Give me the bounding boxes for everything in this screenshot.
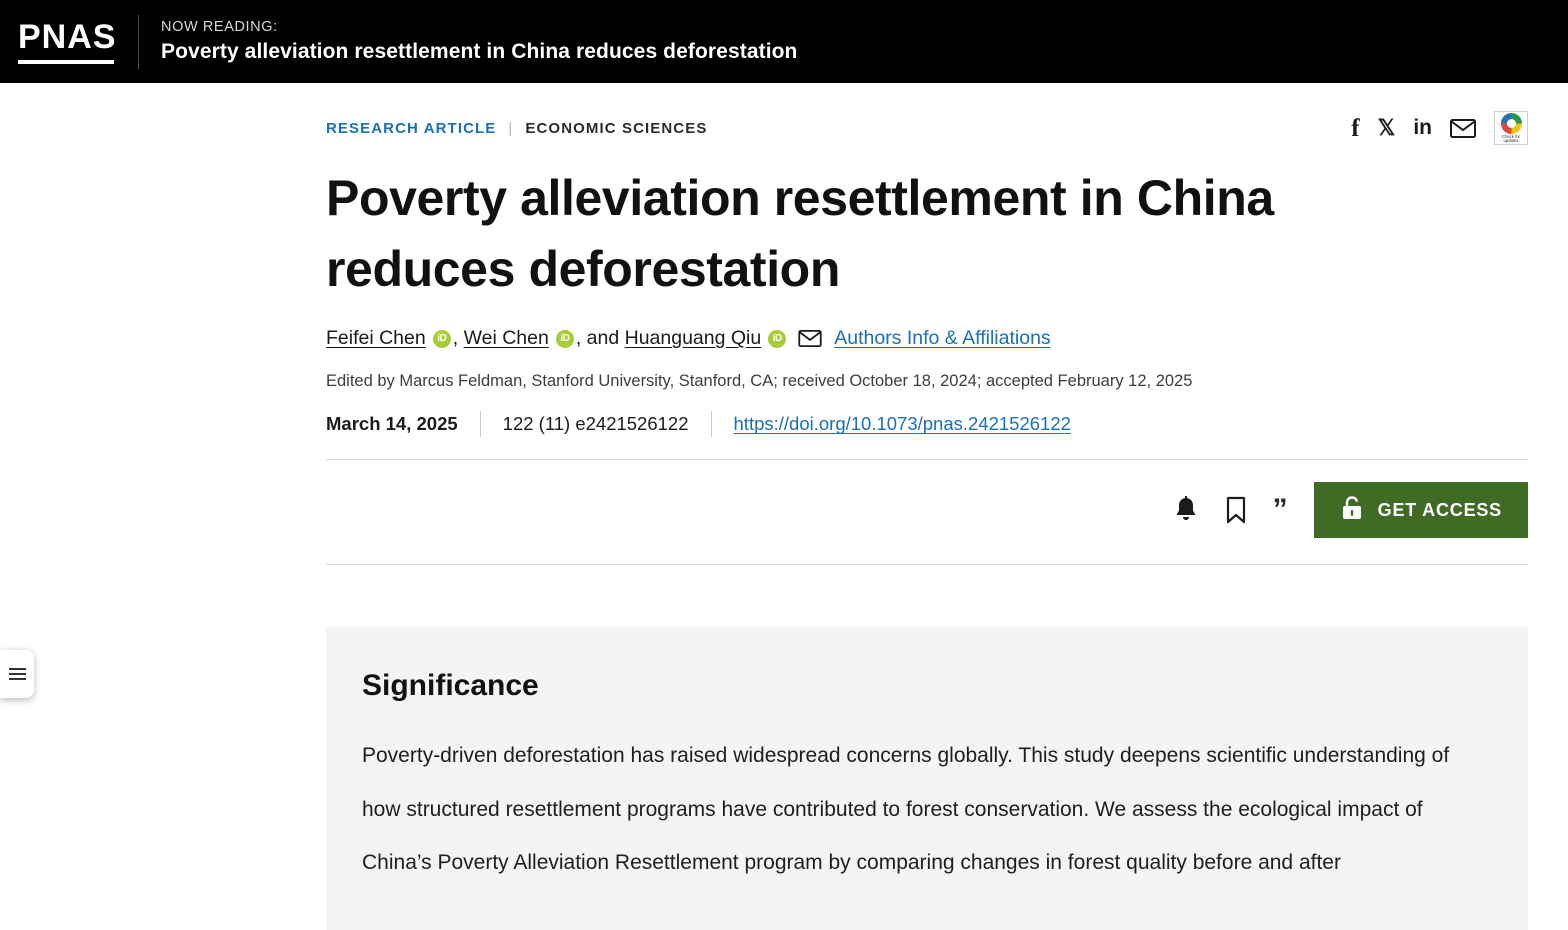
menu-icon <box>9 665 26 683</box>
corresponding-author-email-icon[interactable] <box>798 330 822 347</box>
get-access-button[interactable] <box>1314 482 1528 538</box>
subject-link[interactable]: ECONOMIC SCIENCES <box>525 119 708 137</box>
quote-cite-icon[interactable]: ” <box>1272 493 1288 527</box>
facebook-icon[interactable]: f <box>1351 114 1360 142</box>
now-reading-title[interactable]: Poverty alleviation resettlement in China reduces deforestation <box>161 40 798 63</box>
publine-divider-2 <box>711 411 712 437</box>
editor-line: Edited by Marcus Feldman, Stanford University, Stanford, CA; received October 18, 2024; accepted February 12, 2025 <box>326 372 1193 391</box>
pnas-logo-rule <box>18 60 114 64</box>
significance-body: Poverty-driven deforestation has raised widespread concerns globally. This study deepens scientific understanding of how structured resettlement programs have contributed to forest conservation. We assess the ecological impact of China’s Poverty Alleviation Resettlement program by comparing changes in forest quality before and after <box>362 744 1450 875</box>
crossmark-check-for-updates-icon[interactable] <box>1494 111 1528 145</box>
article-page <box>0 111 1568 930</box>
topbar-divider <box>138 15 139 69</box>
significance-section <box>326 627 1528 930</box>
page-title: Poverty alleviation resettlement in China reduces deforestation <box>326 170 1274 297</box>
author-separator-2: , and <box>575 327 620 349</box>
author-link-2[interactable]: Wei Chen <box>463 327 549 349</box>
breadcrumb <box>326 120 707 137</box>
now-reading-label: NOW READING: <box>161 19 278 35</box>
divider-bottom <box>326 564 1528 565</box>
kicker-row <box>326 111 1528 145</box>
doi-link[interactable]: https://doi.org/10.1073/pnas.2421526122 <box>733 413 1071 435</box>
orcid-icon-1[interactable]: iD <box>433 330 451 348</box>
article-type-link[interactable]: RESEARCH ARTICLE <box>326 119 497 137</box>
linkedin-icon[interactable]: in <box>1413 116 1432 139</box>
bell-icon[interactable] <box>1173 496 1199 524</box>
author-separator-1: , <box>452 327 459 349</box>
email-share-icon[interactable] <box>1450 119 1476 138</box>
top-now-reading-bar <box>0 0 1568 83</box>
publine-divider-1 <box>480 411 481 437</box>
now-reading-block <box>161 19 797 64</box>
x-twitter-icon[interactable]: 𝕏 <box>1377 115 1396 140</box>
author-list <box>326 327 1528 350</box>
share-icons <box>1351 111 1528 145</box>
crossmark-dot <box>1501 113 1522 134</box>
article-content <box>326 111 1528 930</box>
author-link-1[interactable]: Feifei Chen <box>326 327 426 349</box>
publication-date: March 14, 2025 <box>326 413 458 435</box>
author-link-3[interactable]: Huanguang Qiu <box>624 327 762 349</box>
pnas-logo-text: PNAS <box>18 17 117 56</box>
orcid-icon-3[interactable]: iD <box>768 330 786 348</box>
bookmark-icon[interactable] <box>1225 496 1247 524</box>
crossmark-label: Check for updates <box>1502 133 1520 144</box>
orcid-icon-2[interactable]: iD <box>556 330 574 348</box>
kicker-separator: | <box>508 119 514 137</box>
publication-line <box>326 411 1528 437</box>
lock-icon <box>1340 495 1364 526</box>
sidebar-toggle-tab[interactable] <box>0 650 34 698</box>
volume-issue-eid: 122 (11) e2421526122 <box>502 413 689 435</box>
article-actions <box>326 460 1528 564</box>
authors-info-affiliations-link[interactable]: Authors Info & Affiliations <box>834 327 1051 349</box>
get-access-label: GET ACCESS <box>1377 499 1502 520</box>
pnas-logo[interactable] <box>14 17 124 64</box>
significance-heading: Significance <box>362 669 539 703</box>
